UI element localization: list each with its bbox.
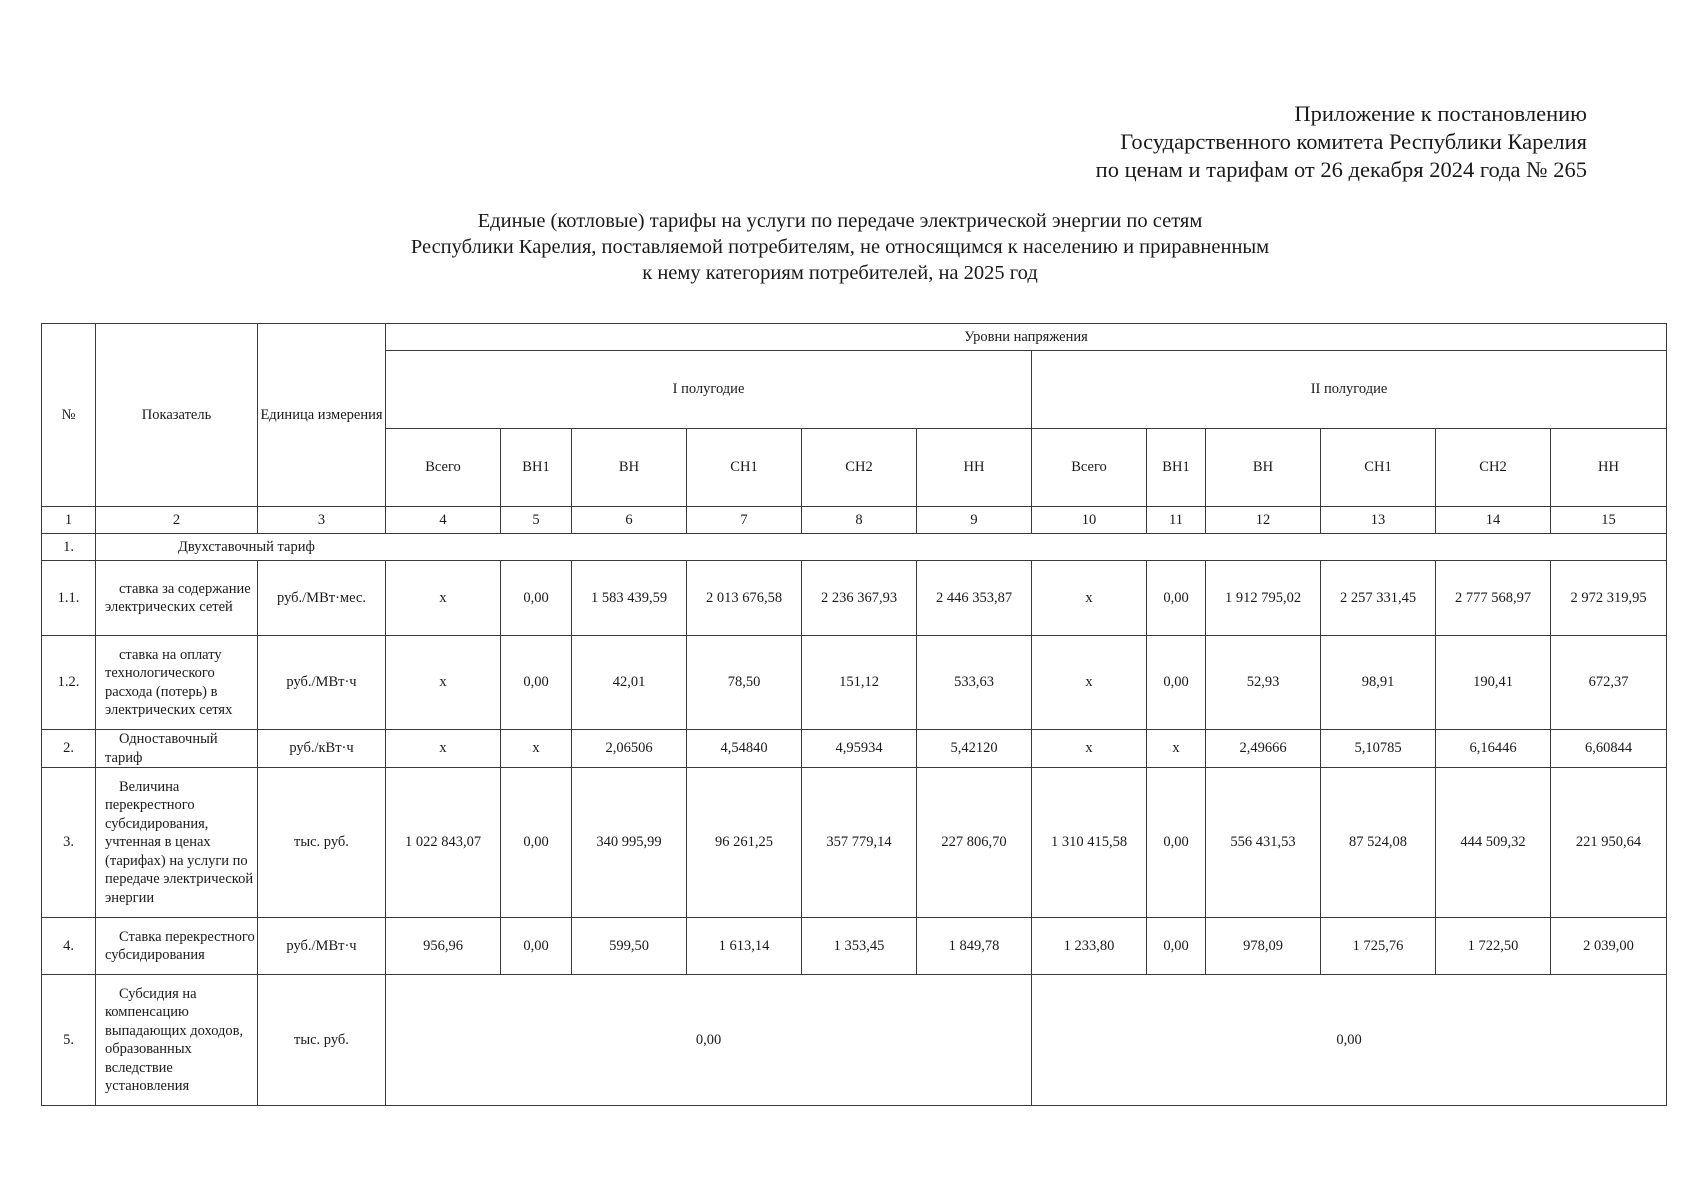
header-indicator: Показатель [96, 324, 258, 507]
row-label: ставка на оплату технологического расхода (потерь) в электрических сетях [96, 636, 258, 730]
column-number: 11 [1147, 507, 1206, 534]
header-level: СН2 [1436, 429, 1551, 507]
header-level: ВН [572, 429, 687, 507]
appendix-line-2: Государственного комитета Республики Карелия [1120, 129, 1587, 154]
header-level: Всего [386, 429, 501, 507]
cell-value: х [386, 730, 501, 768]
column-number: 15 [1551, 507, 1667, 534]
row-label: Субсидия на компенсацию выпадающих доходов, образованных вследствие установления [96, 975, 258, 1106]
cell-value: 2 446 353,87 [917, 561, 1032, 636]
column-number: 12 [1206, 507, 1321, 534]
table-row [42, 561, 1667, 636]
column-number: 6 [572, 507, 687, 534]
header-level: НН [917, 429, 1032, 507]
row-num: 3. [42, 768, 96, 918]
cell-value: 221 950,64 [1551, 768, 1667, 918]
row-label: Величина перекрестного субсидирования, учтенная в ценах (тарифах) на услуги по передаче электрической энергии [96, 768, 258, 918]
header-level: ВН1 [1147, 429, 1206, 507]
table-row [42, 918, 1667, 975]
cell-value: 5,10785 [1321, 730, 1436, 768]
header-level: Всего [1032, 429, 1147, 507]
cell-value: 2 013 676,58 [687, 561, 802, 636]
cell-value: х [501, 730, 572, 768]
merged-value-half-2: 0,00 [1032, 975, 1667, 1106]
cell-value: 2 257 331,45 [1321, 561, 1436, 636]
column-number: 10 [1032, 507, 1147, 534]
section-row [42, 534, 1667, 561]
appendix-line-3: по ценам и тарифам от 26 декабря 2024 года № 265 [1095, 157, 1587, 182]
row-unit: руб./МВт·ч [258, 918, 386, 975]
header-half-1: I полугодие [386, 351, 1032, 429]
cell-value: 2 236 367,93 [802, 561, 917, 636]
column-number: 13 [1321, 507, 1436, 534]
cell-value: 978,09 [1206, 918, 1321, 975]
row-unit: тыс. руб. [258, 768, 386, 918]
row-unit: руб./МВт·ч [258, 636, 386, 730]
document-title [340, 208, 1340, 286]
appendix-line-1: Приложение к постановлению [1294, 101, 1587, 126]
column-number: 5 [501, 507, 572, 534]
cell-value: х [386, 636, 501, 730]
cell-value: 0,00 [501, 561, 572, 636]
cell-value: х [1147, 730, 1206, 768]
cell-value: 956,96 [386, 918, 501, 975]
cell-value: 672,37 [1551, 636, 1667, 730]
column-number: 2 [96, 507, 258, 534]
header-half-2: II полугодие [1032, 351, 1667, 429]
cell-value: 2 972 319,95 [1551, 561, 1667, 636]
cell-value: 0,00 [501, 636, 572, 730]
cell-value: 2 777 568,97 [1436, 561, 1551, 636]
cell-value: 0,00 [501, 768, 572, 918]
cell-value: 1 353,45 [802, 918, 917, 975]
row-num: 2. [42, 730, 96, 768]
cell-value: 2,06506 [572, 730, 687, 768]
cell-value: 78,50 [687, 636, 802, 730]
cell-value: 98,91 [1321, 636, 1436, 730]
header-level: НН [1551, 429, 1667, 507]
cell-value: 151,12 [802, 636, 917, 730]
cell-value: 357 779,14 [802, 768, 917, 918]
header-level: СН2 [802, 429, 917, 507]
column-number: 14 [1436, 507, 1551, 534]
cell-value: 5,42120 [917, 730, 1032, 768]
cell-value: 6,16446 [1436, 730, 1551, 768]
section-label: Двухставочный тариф [96, 534, 1667, 561]
column-number: 4 [386, 507, 501, 534]
column-number: 1 [42, 507, 96, 534]
title-line-2: Республики Карелия, поставляемой потребителям, не относящимся к населению и приравненным [410, 236, 1270, 258]
cell-value: 1 022 843,07 [386, 768, 501, 918]
column-number: 7 [687, 507, 802, 534]
row-num: 5. [42, 975, 96, 1106]
cell-value: 42,01 [572, 636, 687, 730]
cell-value: 444 509,32 [1436, 768, 1551, 918]
cell-value: 1 722,50 [1436, 918, 1551, 975]
cell-value: 6,60844 [1551, 730, 1667, 768]
cell-value: 1 310 415,58 [1032, 768, 1147, 918]
title-line-3: к нему категориям потребителей, на 2025 год [642, 262, 1038, 284]
cell-value: 227 806,70 [917, 768, 1032, 918]
cell-value: 0,00 [1147, 561, 1206, 636]
row-label: ставка за содержание электрических сетей [96, 561, 258, 636]
cell-value: 0,00 [501, 918, 572, 975]
section-num: 1. [42, 534, 96, 561]
row-num: 4. [42, 918, 96, 975]
cell-value: 0,00 [1147, 636, 1206, 730]
cell-value: 556 431,53 [1206, 768, 1321, 918]
cell-value: 96 261,25 [687, 768, 802, 918]
cell-value: х [1032, 730, 1147, 768]
cell-value: 2 039,00 [1551, 918, 1667, 975]
table-row [42, 975, 1667, 1106]
row-num: 1.1. [42, 561, 96, 636]
cell-value: х [1032, 561, 1147, 636]
cell-value: 190,41 [1436, 636, 1551, 730]
header-level: ВН [1206, 429, 1321, 507]
header-voltage-levels: Уровни напряжения [386, 324, 1667, 351]
column-number: 9 [917, 507, 1032, 534]
header-level: СН1 [1321, 429, 1436, 507]
cell-value: 4,95934 [802, 730, 917, 768]
cell-value: 0,00 [1147, 918, 1206, 975]
row-unit: руб./МВт·мес. [258, 561, 386, 636]
header-num: № [42, 324, 96, 507]
title-line-1: Единые (котловые) тарифы на услуги по передаче электрической энергии по сетям [477, 210, 1203, 232]
cell-value: х [1032, 636, 1147, 730]
header-unit: Единица измерения [258, 324, 386, 507]
cell-value: 340 995,99 [572, 768, 687, 918]
table-row [42, 768, 1667, 918]
row-label: Одноставочный тариф [96, 730, 258, 768]
cell-value: 1 849,78 [917, 918, 1032, 975]
row-label: Ставка перекрестного субсидирования [96, 918, 258, 975]
cell-value: 1 912 795,02 [1206, 561, 1321, 636]
cell-value: 1 725,76 [1321, 918, 1436, 975]
column-number: 3 [258, 507, 386, 534]
cell-value: 0,00 [1147, 768, 1206, 918]
cell-value: 2,49666 [1206, 730, 1321, 768]
merged-value-half-1: 0,00 [386, 975, 1032, 1106]
cell-value: 1 233,80 [1032, 918, 1147, 975]
cell-value: 4,54840 [687, 730, 802, 768]
row-unit: руб./кВт·ч [258, 730, 386, 768]
cell-value: 87 524,08 [1321, 768, 1436, 918]
cell-value: 599,50 [572, 918, 687, 975]
header-level: ВН1 [501, 429, 572, 507]
cell-value: 52,93 [1206, 636, 1321, 730]
appendix-header [1096, 100, 1587, 184]
cell-value: 533,63 [917, 636, 1032, 730]
header-level: СН1 [687, 429, 802, 507]
row-num: 1.2. [42, 636, 96, 730]
cell-value: 1 613,14 [687, 918, 802, 975]
cell-value: х [386, 561, 501, 636]
column-number: 8 [802, 507, 917, 534]
cell-value: 1 583 439,59 [572, 561, 687, 636]
row-unit: тыс. руб. [258, 975, 386, 1106]
column-number-row [42, 507, 1667, 534]
table-row [42, 636, 1667, 730]
tariff-table [41, 323, 1667, 1106]
table-row [42, 730, 1667, 768]
